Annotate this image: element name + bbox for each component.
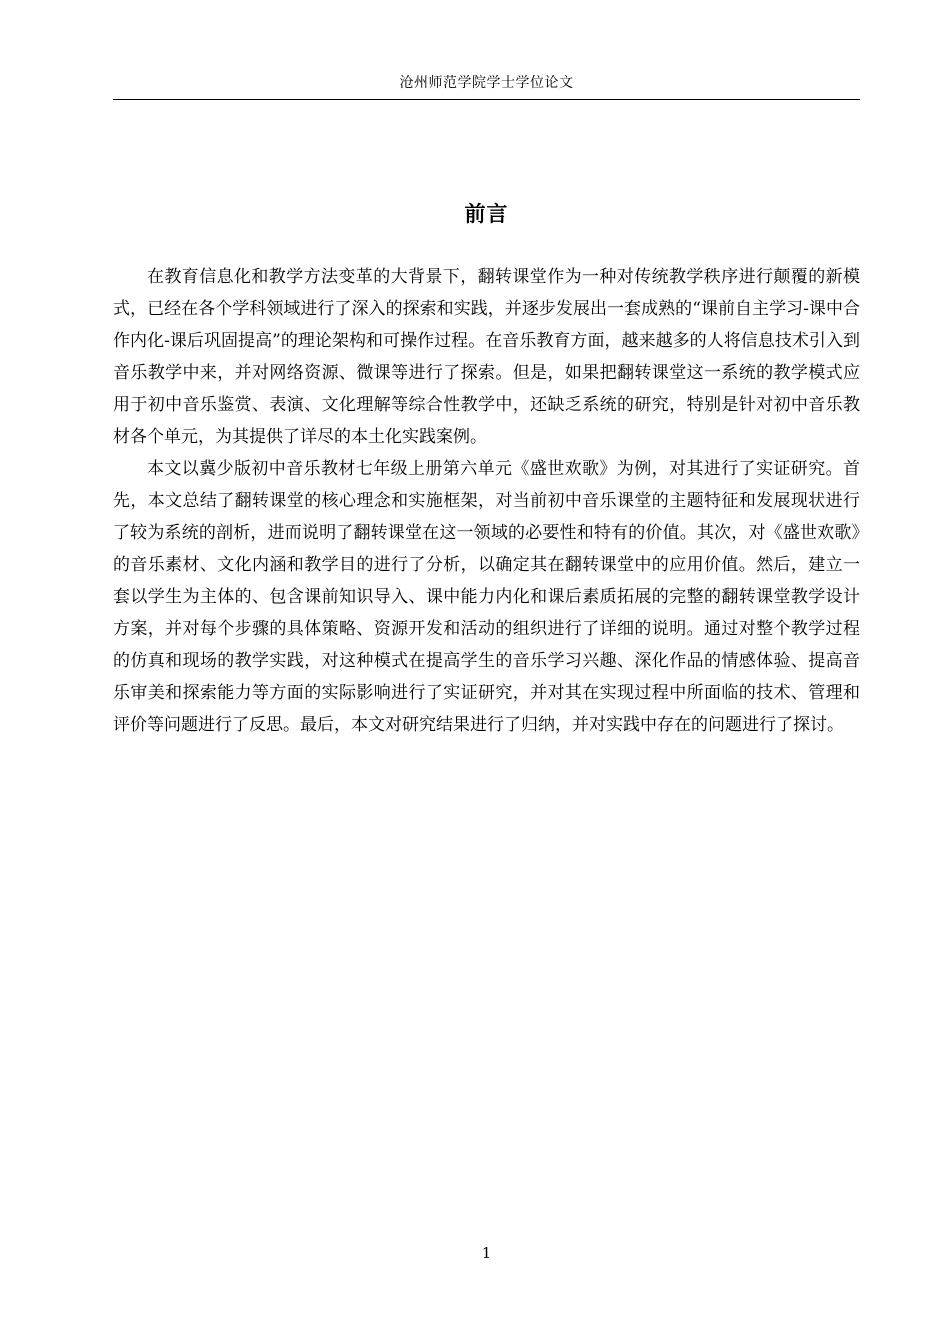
page-number: 1: [481, 1244, 492, 1262]
section-title: 前言: [464, 202, 509, 226]
paragraph-1: 在教育信息化和教学方法变革的大背景下，翻转课堂作为一种对传统教学秩序进行颠覆的新模式，已经在各个学科领域进行了深入的探索和实践，并逐步发展出一套成熟的“课前自主学习-课中合作内化-课后巩固提高”的理论架构和可操作过程。在音乐教育方面，越来越多的人将信息技术引入到音乐教学中来，并对网络资源、微课等进行了探索。但是，如果把翻转课堂这一系统的教学模式应用于初中音乐鉴赏、表演、文化理解等综合性教学中，还缺乏系统的研究，特别是针对初中音乐教材各个单元，为其提供了详尽的本土化实践案例。: [113, 267, 860, 447]
header-rule: [113, 99, 860, 100]
running-header: 沧州师范学院学士学位论文: [399, 75, 574, 91]
paragraph-2: 本文以冀少版初中音乐教材七年级上册第六单元《盛世欢歌》为例，对其进行了实证研究。首先，本文总结了翻转课堂的核心理念和实施框架，对当前初中音乐课堂的主题特征和发展现状进行了较为系统的剖析，进而说明了翻转课堂在这一领域的必要性和特有的价值。其次，对《盛世欢歌》的音乐素材、文化内涵和教学目的进行了分析，以确定其在翻转课堂中的应用价值。然后，建立一套以学生为主体的、包含课前知识导入、课中能力内化和课后素质拓展的完整的翻转课堂教学设计方案，并对每个步骤的具体策略、资源开发和活动的组织进行了详细的说明。通过对整个教学过程的仿真和现场的教学实践，对这种模式在提高学生的音乐学习兴趣、深化作品的情感体验、提高音乐审美和探索能力等方面的实际影响进行了实证研究，并对其在实现过程中所面临的技术、管理和评价等问题进行了反思。最后，本文对研究结果进行了归纳，并对实践中存在的问题进行了探讨。: [113, 459, 860, 735]
body-text: [113, 261, 860, 741]
